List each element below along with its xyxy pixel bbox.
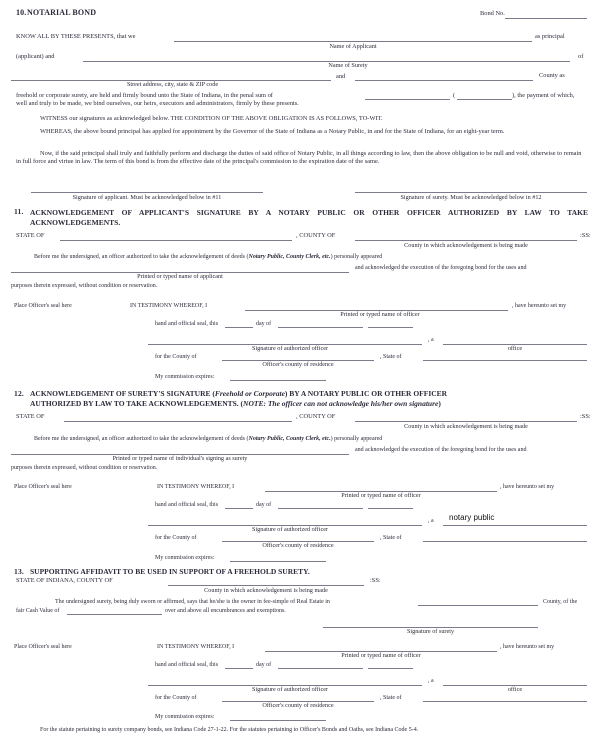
- section-13-number: 13.: [14, 567, 24, 576]
- section-13-ss-label: :SS:: [370, 577, 381, 584]
- section-12-before-me-pre: Before me the undersigned, an officer authorized to take the acknowledgement of deeds (: [34, 436, 249, 442]
- witness-paragraph: WITNESS our signatures as acknowledged below. THE CONDITION OF THE ABOVE OBLIGATION IS AS FOLLOWS, TO-WIT.: [40, 115, 383, 122]
- section-13-place-seal-label: Place Officer's seal here: [14, 644, 72, 650]
- section-12-before-me-italic: Notary Public, County Clerk, etc.: [248, 436, 331, 442]
- section-13-comma-a: , a: [428, 678, 434, 684]
- whereas-paragraph: WHEREAS, the above bound principal has applied for appointment by the Governor of the State of Indiana as a Notary Public, in and for the State of Indiana, for an eight-year term.: [40, 128, 505, 135]
- penal-sum-figures-field[interactable]: [457, 99, 512, 100]
- section-12-day-field[interactable]: [225, 508, 253, 509]
- section-11-commission-expires-field[interactable]: [230, 380, 326, 381]
- know-all-text: KNOW ALL BY THESE PRESENTS, that we: [16, 33, 136, 40]
- section-12-year-field[interactable]: [368, 508, 413, 509]
- section-10-number: 10.: [16, 8, 27, 17]
- section-11-county-caption: County in which acknowledgement is being made: [404, 242, 528, 249]
- section-13-have-hereunto: , have hereunto set my: [500, 644, 555, 650]
- penal-sum-words-field[interactable]: [365, 99, 450, 100]
- as-principal-label: as principal: [535, 33, 565, 40]
- section-13-state-field-2[interactable]: [423, 701, 587, 702]
- section-13-signature-officer-caption: Signature of authorized officer: [252, 686, 328, 693]
- section-12-state-field[interactable]: [64, 421, 292, 422]
- section-13-fair-cash-field[interactable]: [67, 614, 162, 615]
- now-if-paragraph: Now, if the said principal shall truly and faithfully perform and discharge the duties of said office of Notary Public, in all things according to law, then the above obligation to be null and void, otherwise to remain in full force and virtue in law. The term of this bond is from the effective date of the principal's commission to the expiration date of the same.: [16, 150, 582, 165]
- name-of-surety-caption: Name of Surety: [328, 62, 368, 69]
- section-11-day-field[interactable]: [225, 327, 253, 328]
- section-12-title-line2-post: ): [438, 399, 441, 408]
- section-12-officer-county-caption: Officer's county of residence: [262, 542, 334, 549]
- bond-no-label: Bond No.: [480, 10, 505, 17]
- section-13-printed-name-officer-caption: Printed or typed name of officer: [341, 652, 421, 659]
- section-13-undersigned-text: The undersigned surety, being duly sworn or affirmed, says that he/she is the owner in fee-simple of Real Estate in: [55, 599, 330, 605]
- section-11-number: 11.: [14, 207, 24, 216]
- section-13-county-caption: County in which acknowledgement is being made: [204, 587, 328, 594]
- section-11-before-me-post: ) personally appeared: [330, 254, 383, 260]
- section-11-purposes: purposes therein expressed, without condition or reservation.: [11, 283, 158, 289]
- section-12-purposes: purposes therein expressed, without condition or reservation.: [11, 465, 158, 471]
- section-11-place-seal-label: Place Officer's seal here: [14, 303, 72, 309]
- applicant-and-label: (applicant) and: [16, 53, 55, 60]
- freehold-line-1: freehold or corporate surety, are held and firmly bound unto the State of Indiana, in the penal sum of: [16, 92, 273, 99]
- section-13-day-field[interactable]: [225, 668, 253, 669]
- section-13-commission-expires: My commission expires:: [155, 714, 215, 720]
- section-12-commission-expires: My commission expires:: [155, 555, 215, 561]
- section-11-county-of-label: , COUNTY OF: [296, 232, 336, 239]
- section-12-county-of-label: , COUNTY OF: [296, 413, 336, 420]
- section-13-state-county-label: STATE OF INDIANA, COUNTY OF: [16, 577, 113, 584]
- section-11-day-of-label: day of: [256, 321, 272, 327]
- section-12-state-of-label: STATE OF: [16, 413, 45, 420]
- section-13-county-field[interactable]: [168, 585, 364, 586]
- section-11-county-field[interactable]: [355, 240, 577, 241]
- section-12-title-line2-italic: NOTE: The officer can not acknowledge his/her own signature: [243, 399, 439, 408]
- section-12-day-of-label: day of: [256, 502, 272, 508]
- section-12-and-acknowledged: and acknowledged the execution of the foregoing bond for the uses and: [355, 447, 527, 453]
- section-11-signature-officer-caption: Signature of authorized officer: [252, 345, 328, 352]
- section-11-hand-and-seal: hand and official seal, this: [155, 321, 219, 327]
- section-13-fair-cash-pre: fair Cash Value of: [16, 608, 60, 614]
- section-12-office-value[interactable]: notary public: [449, 513, 495, 522]
- section-12-hand-and-seal: hand and official seal, this: [155, 502, 219, 508]
- section-12-place-seal-label: Place Officer's seal here: [14, 484, 72, 490]
- section-13-title: SUPPORTING AFFIDAVIT TO BE USED IN SUPPORT OF A FREEHOLD SURETY.: [30, 567, 310, 576]
- penal-sum-paren-close: ), the payment of which,: [512, 92, 575, 99]
- section-11-ss-label: :SS:: [580, 232, 591, 239]
- section-11-state-of-2: , State of: [380, 354, 402, 360]
- section-12-for-county-of: for the County of: [155, 535, 197, 541]
- section-13-year-field[interactable]: [368, 668, 413, 669]
- section-12-comma-a: , a: [428, 518, 434, 524]
- section-11-commission-expires: My commission expires:: [155, 374, 215, 380]
- section-11-and-acknowledged: and acknowledged the execution of the foregoing bond for the uses and: [355, 265, 527, 271]
- section-11-have-hereunto: , have hereunto set my: [512, 303, 567, 309]
- name-of-applicant-field[interactable]: [174, 41, 532, 42]
- section-12-county-field[interactable]: [355, 421, 577, 422]
- section-12-in-testimony-label: IN TESTIMONY WHEREOF, I: [157, 484, 235, 490]
- section-11-state-field-2[interactable]: [423, 360, 587, 361]
- section-13-day-of-label: day of: [256, 662, 272, 668]
- section-13-fair-cash-post: over and above all encumbrances and exemptions.: [165, 608, 286, 614]
- county-field[interactable]: [355, 80, 533, 81]
- section-12-printed-name-surety-caption: Printed or typed name of individual's signing as surety: [112, 455, 248, 462]
- section-13-county-of-the: County, of the: [543, 599, 578, 605]
- section-12-county-caption: County in which acknowledgement is being made: [404, 423, 528, 430]
- section-11-title: ACKNOWLEDGEMENT OF APPLICANT'S SIGNATURE BY A NOTARY PUBLIC OR OTHER OFFICER AUTHORIZED BY LAW TO TAKE: [30, 208, 588, 217]
- section-13-office-caption: office: [507, 686, 523, 693]
- section-11-month-field[interactable]: [278, 327, 363, 328]
- section-13-month-field[interactable]: [278, 668, 363, 669]
- name-of-applicant-caption: Name of Applicant: [329, 43, 377, 50]
- section-13-signature-surety-caption: Signature of surety: [406, 628, 455, 635]
- section-13-in-testimony-label: IN TESTIMONY WHEREOF, I: [157, 644, 235, 650]
- section-11-year-field[interactable]: [368, 327, 413, 328]
- section-12-commission-expires-field[interactable]: [230, 561, 326, 562]
- section-12-printed-name-officer-caption: Printed or typed name of officer: [341, 492, 421, 499]
- section-11-printed-name-applicant-caption: Printed or typed name of applicant: [137, 273, 223, 280]
- section-11-comma-a: , a: [428, 337, 434, 343]
- section-12-ss-label: :SS:: [580, 413, 591, 420]
- section-13-hand-and-seal: hand and official seal, this: [155, 662, 219, 668]
- county-as-label: County as: [539, 72, 565, 79]
- signature-of-surety-field[interactable]: [355, 192, 587, 193]
- section-11-for-county-of: for the County of: [155, 354, 197, 360]
- section-12-number: 12.: [14, 389, 24, 398]
- section-13-commission-expires-field[interactable]: [230, 720, 326, 721]
- section-11-printed-name-officer-caption: Printed or typed name of officer: [340, 311, 420, 318]
- signature-of-applicant-field[interactable]: [31, 192, 263, 193]
- section-11-state-of-label: STATE OF: [16, 232, 45, 239]
- street-address-caption: Street address, city, state & ZIP code: [126, 81, 219, 88]
- section-12-state-of-2: , State of: [380, 535, 402, 541]
- section-12-have-hereunto: , have hereunto set my: [500, 484, 555, 490]
- signature-of-applicant-caption: Signature of applicant. Must be acknowledged below in #11: [72, 194, 222, 201]
- section-13-officer-county-caption: Officer's county of residence: [262, 702, 334, 709]
- statute-footnote: For the statute pertaining to surety company bonds, see Indiana Code 27-1-22. For the statutes pertaining to Officer's Bonds and Oaths, see Indiana Code 5-4.: [40, 727, 419, 733]
- section-12-before-me-post: ) personally appeared: [330, 436, 383, 442]
- bond-no-field[interactable]: [505, 18, 587, 19]
- section-12-state-field-2[interactable]: [423, 541, 587, 542]
- penal-sum-paren-open: (: [453, 92, 456, 99]
- section-12-title-post: ) BY A NOTARY PUBLIC OR OTHER OFFICER: [284, 389, 448, 398]
- name-of-surety-field[interactable]: [83, 61, 570, 62]
- section-11-before-me-italic: Notary Public, County Clerk, etc.: [248, 254, 331, 260]
- signature-of-surety-caption: Signature of surety. Must be acknowledged below in #12: [400, 194, 542, 201]
- section-12-title-italic: Freehold or Corporate: [214, 389, 285, 398]
- section-13-state-of-2: , State of: [380, 695, 402, 701]
- freehold-line-2: well and truly to be made, we bind ourselves, our heirs, executors and administrators, firmly by these presents.: [16, 100, 299, 107]
- of-label-1: of: [578, 53, 584, 60]
- section-11-officer-county-caption: Officer's county of residence: [262, 361, 334, 368]
- section-12-month-field[interactable]: [278, 508, 363, 509]
- section-11-title-line2: ACKNOWLEDGEMENTS.: [30, 218, 121, 227]
- section-13-real-estate-county-field[interactable]: [418, 605, 538, 606]
- section-11-in-testimony-label: IN TESTIMONY WHEREOF, I: [130, 303, 208, 309]
- section-13-for-county-of: for the County of: [155, 695, 197, 701]
- section-12-title-pre: ACKNOWLEDGEMENT OF SURETY'S SIGNATURE (: [30, 389, 215, 398]
- section-11-state-field[interactable]: [60, 240, 292, 241]
- section-12-office-field[interactable]: [443, 525, 587, 526]
- section-11-office-caption: office: [507, 345, 523, 352]
- section-12-signature-officer-caption: Signature of authorized officer: [252, 526, 328, 533]
- section-12-title-line2-pre: AUTHORIZED BY LAW TO TAKE ACKNOWLEDGEMENTS. (: [30, 399, 244, 408]
- section-10-title: NOTARIAL BOND: [27, 8, 97, 17]
- section-11-before-me-pre: Before me the undersigned, an officer authorized to take the acknowledgement of deeds (: [34, 254, 249, 260]
- and-label: and: [336, 73, 346, 80]
